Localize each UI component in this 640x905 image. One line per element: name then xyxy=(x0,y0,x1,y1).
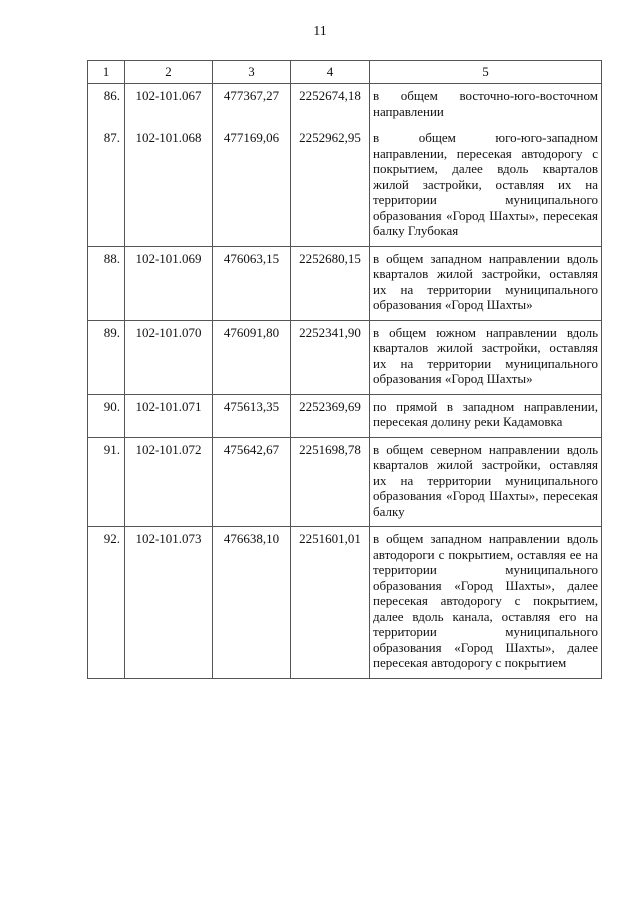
point-code: 102-101.071 xyxy=(125,394,213,437)
boundary-description: в общем юго-юго-западном направлении, пересекая автодорогу с покрытием, далее вдоль кварталов жилой застройки, оставляя их на территории муниципального образования «Город Шахты», пересекая балку Глубокая xyxy=(370,126,602,246)
point-code: 102-101.070 xyxy=(125,320,213,394)
point-code: 102-101.072 xyxy=(125,437,213,527)
header-row xyxy=(88,61,602,84)
row-number: 90. xyxy=(88,394,125,437)
table-row xyxy=(88,84,602,127)
boundary-description: в общем восточно-юго-восточном направлении xyxy=(370,84,602,127)
boundary-description: в общем западном направлении вдоль кварталов жилой застройки, оставляя их на территории муниципального образования «Город Шахты» xyxy=(370,246,602,320)
point-code: 102-101.067 xyxy=(125,84,213,127)
row-number: 86. xyxy=(88,84,125,127)
row-number: 91. xyxy=(88,437,125,527)
table-row xyxy=(88,126,602,246)
coordinate-x: 477367,27 xyxy=(213,84,291,127)
boundary-description: в общем южном направлении вдоль кварталов жилой застройки, оставляя их на территории муниципального образования «Город Шахты» xyxy=(370,320,602,394)
table-row xyxy=(88,320,602,394)
coordinate-y: 2251698,78 xyxy=(291,437,370,527)
table-row xyxy=(88,437,602,527)
row-number: 92. xyxy=(88,527,125,679)
coordinate-y: 2252341,90 xyxy=(291,320,370,394)
coordinate-x: 476091,80 xyxy=(213,320,291,394)
coordinate-x: 475613,35 xyxy=(213,394,291,437)
boundary-description: в общем западном направлении вдоль автодороги с покрытием, оставляя ее на территории муниципального образования «Город Шахты», далее пересекая автодорогу с покрытием, далее вдоль канала, оставляя его на территории муниципального образования «Город Шахты», далее пересекая автодорогу с покрытием xyxy=(370,527,602,679)
boundary-points-table xyxy=(87,60,602,679)
table-header xyxy=(88,61,602,84)
coordinate-y: 2252369,69 xyxy=(291,394,370,437)
boundary-description: в общем северном направлении вдоль кварталов жилой застройки, оставляя их на территории муниципального образования «Город Шахты», пересекая балку xyxy=(370,437,602,527)
point-code: 102-101.068 xyxy=(125,126,213,246)
coordinate-x: 475642,67 xyxy=(213,437,291,527)
coordinate-x: 477169,06 xyxy=(213,126,291,246)
header-col-5: 5 xyxy=(370,61,602,84)
point-code: 102-101.073 xyxy=(125,527,213,679)
boundary-description: по прямой в западном направлении, пересекая долину реки Кадамовка xyxy=(370,394,602,437)
coordinate-x: 476638,10 xyxy=(213,527,291,679)
header-col-3: 3 xyxy=(213,61,291,84)
coordinate-y: 2252674,18 xyxy=(291,84,370,127)
row-number: 87. xyxy=(88,126,125,246)
row-number: 89. xyxy=(88,320,125,394)
header-col-1: 1 xyxy=(88,61,125,84)
table-row xyxy=(88,394,602,437)
page-number: 11 xyxy=(313,24,327,39)
coordinate-y: 2251601,01 xyxy=(291,527,370,679)
header-col-4: 4 xyxy=(291,61,370,84)
coordinate-x: 476063,15 xyxy=(213,246,291,320)
point-code: 102-101.069 xyxy=(125,246,213,320)
row-number: 88. xyxy=(88,246,125,320)
coordinate-y: 2252680,15 xyxy=(291,246,370,320)
table-row xyxy=(88,246,602,320)
coordinate-y: 2252962,95 xyxy=(291,126,370,246)
table-body xyxy=(88,84,602,679)
table-row xyxy=(88,527,602,679)
header-col-2: 2 xyxy=(125,61,213,84)
